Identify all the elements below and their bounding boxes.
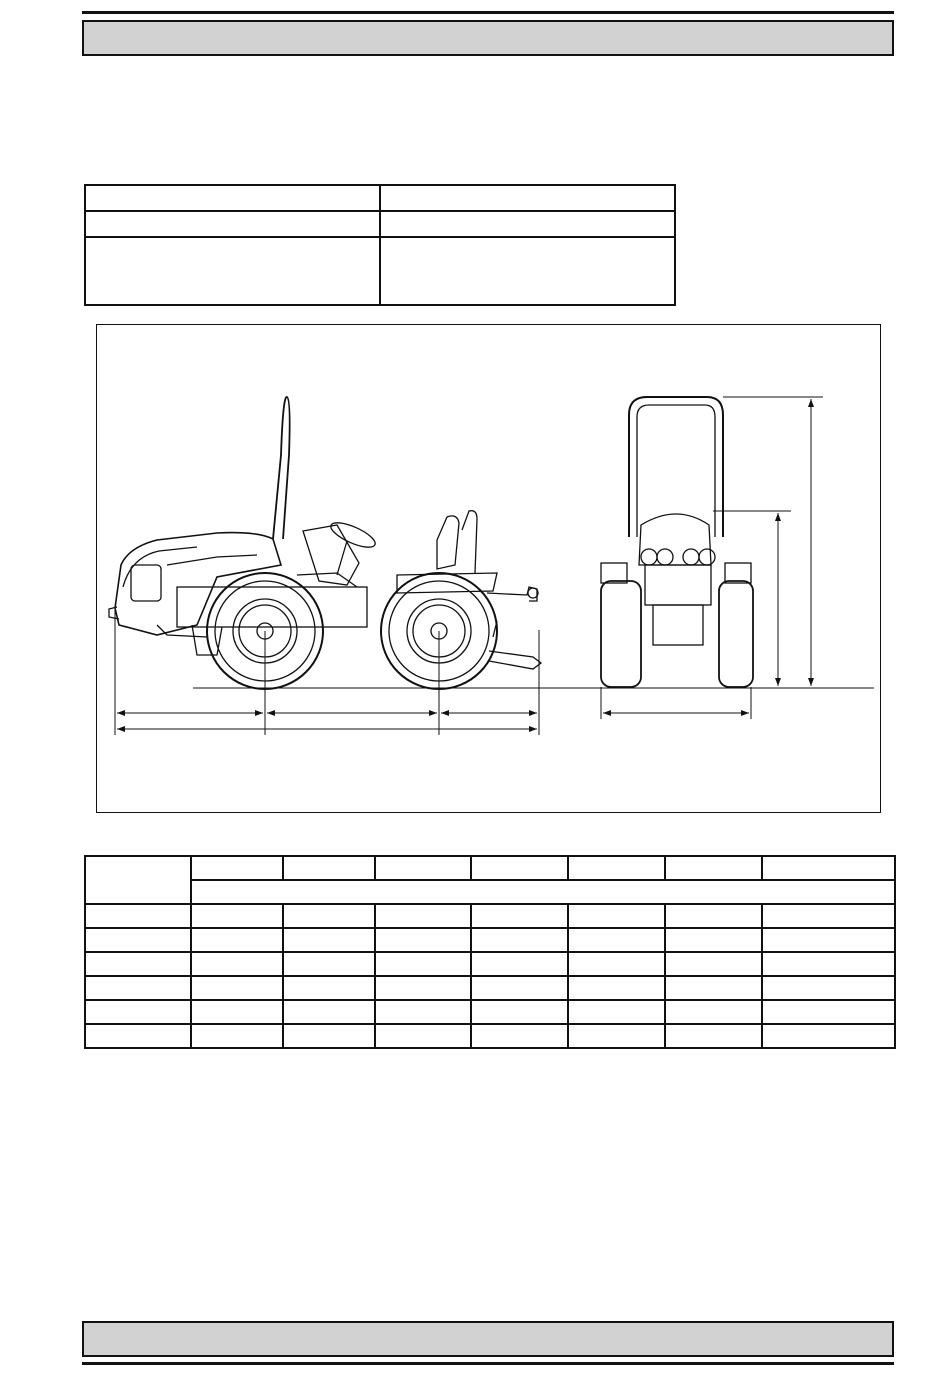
table-cell <box>283 928 375 952</box>
spec-cell <box>380 211 675 237</box>
dimension-table <box>84 855 896 1049</box>
table-header-row <box>85 880 895 904</box>
table-cell <box>568 976 665 1000</box>
table-cell <box>85 1000 191 1024</box>
table-cell <box>191 976 283 1000</box>
table-cell <box>283 1000 375 1024</box>
side-view-drawing <box>109 397 874 735</box>
table-row <box>85 1000 895 1024</box>
table-cell <box>471 1000 568 1024</box>
table-cell <box>568 1024 665 1048</box>
table-cell <box>85 904 191 928</box>
table-header-cell <box>762 856 895 880</box>
table-cell <box>283 976 375 1000</box>
table-cell <box>85 928 191 952</box>
table-cell <box>85 976 191 1000</box>
front-view-drawing <box>601 397 823 719</box>
table-cell <box>85 1024 191 1048</box>
table-cell <box>375 976 471 1000</box>
table-row <box>85 928 895 952</box>
table-header-span-cell <box>191 880 895 904</box>
header-bar <box>82 20 894 56</box>
table-cell <box>568 928 665 952</box>
table-cell <box>85 952 191 976</box>
table-cell <box>665 952 762 976</box>
top-rule <box>82 11 894 14</box>
table-cell <box>375 904 471 928</box>
table-cell <box>375 1024 471 1048</box>
table-row <box>85 976 895 1000</box>
spec-row <box>85 237 675 305</box>
table-cell <box>283 904 375 928</box>
spec-cell <box>85 237 380 305</box>
spec-cell <box>85 211 380 237</box>
table-cell <box>471 952 568 976</box>
table-cell <box>762 952 895 976</box>
table-row <box>85 952 895 976</box>
table-cell <box>471 904 568 928</box>
table-cell <box>665 1000 762 1024</box>
table-cell <box>471 976 568 1000</box>
table-cell <box>665 976 762 1000</box>
table-cell <box>191 928 283 952</box>
table-cell <box>568 1000 665 1024</box>
spec-table <box>84 184 676 306</box>
spec-cell <box>380 237 675 305</box>
spec-cell <box>85 185 380 211</box>
table-cell <box>471 928 568 952</box>
table-row <box>85 904 895 928</box>
footer-bar <box>82 1321 894 1357</box>
table-cell <box>191 1000 283 1024</box>
table-header-cell <box>191 856 283 880</box>
table-header-cell <box>375 856 471 880</box>
table-cell <box>471 1024 568 1048</box>
table-cell <box>568 952 665 976</box>
table-cell <box>191 1024 283 1048</box>
table-cell <box>283 1024 375 1048</box>
table-cell <box>762 904 895 928</box>
table-corner-cell <box>85 856 191 904</box>
table-header-row <box>85 856 895 880</box>
table-cell <box>568 904 665 928</box>
table-cell <box>762 928 895 952</box>
table-cell <box>375 928 471 952</box>
spec-cell <box>380 185 675 211</box>
table-row <box>85 1024 895 1048</box>
spec-row <box>85 185 675 211</box>
table-cell <box>762 1024 895 1048</box>
spec-row <box>85 211 675 237</box>
table-header-cell <box>665 856 762 880</box>
table-header-cell <box>283 856 375 880</box>
table-cell <box>283 952 375 976</box>
table-cell <box>191 904 283 928</box>
table-cell <box>665 904 762 928</box>
bottom-rule <box>82 1362 894 1365</box>
table-header-cell <box>471 856 568 880</box>
table-header-cell <box>568 856 665 880</box>
table-cell <box>762 1000 895 1024</box>
table-cell <box>665 928 762 952</box>
table-cell <box>375 952 471 976</box>
table-cell <box>762 976 895 1000</box>
table-cell <box>191 952 283 976</box>
tractor-dimension-figure <box>96 324 881 813</box>
table-cell <box>375 1000 471 1024</box>
table-cell <box>665 1024 762 1048</box>
